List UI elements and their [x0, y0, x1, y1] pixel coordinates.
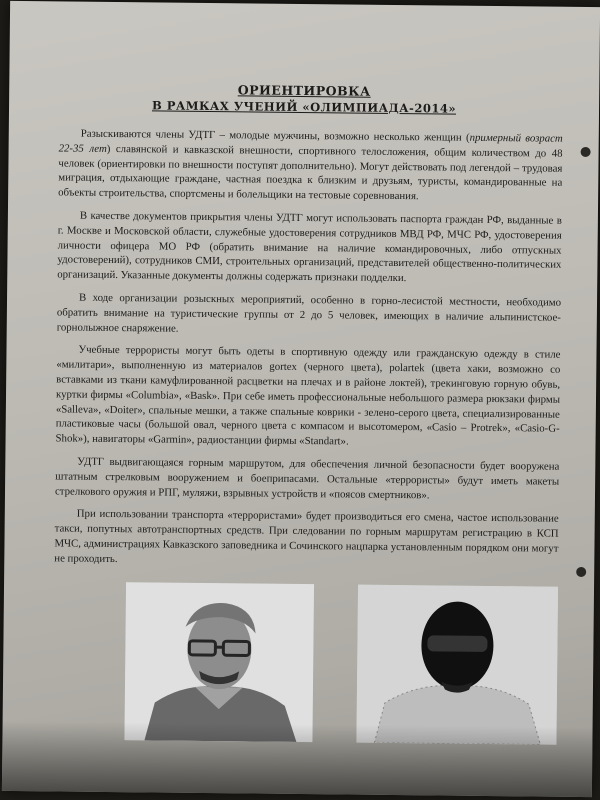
paragraph-text: При использовании транспорта «террористами» будет производиться его смена, частое использование такси, попутных автотранспортных средств. При следовании по горным маршрутам регистрацию в КСП МЧС, администрациях Кавказского заповедника и Сочинского нацпарка установленным порядком они могут не проходить. [54, 507, 559, 565]
document-title: ОРИЕНТИРОВКА [237, 82, 371, 99]
paragraph-2 [57, 208, 562, 287]
document-subtitle: В РАМКАХ УЧЕНИЙ «ОЛИМПИАДА-2014» [151, 98, 457, 116]
paragraph-1 [58, 126, 563, 205]
paragraph-text: УДТГ выдвигающаяся горным маршрутом, для обеспечения личной безопасности будет вооружена штатным стрелковым вооружением и боеприпасами. Остальные «террористы» будут иметь макеты стрелкового оружия и РПГ, муляжи, взрывных устройств и «поясов смертников». [54, 455, 560, 501]
paragraph-4 [55, 343, 560, 452]
paragraph-text: ) славянской и кавказской внешности, спортивного телосложения, общим количеством до 48 человек (ориентировки по внешности поступят дополнительно). Могут действовать под легендой – трудовая миграция, отдыхающие граждане, частная поездка к близким и друзьям, туристы, командированные на объекты строительства, спортсмены и болельщики на тестовые соревнования. [58, 142, 563, 203]
page-shadow [2, 721, 593, 797]
paragraph-text: В ходе организации розыскных мероприятий, особенно в горно-лесистой местности, необходимо обратить внимание на туристические группы от 2 до 5 человек, имеющих в наличие альпинистское-горнолыжное снаряжение. [56, 291, 562, 335]
paragraph-text: В качестве документов прикрытия члены УДТГ могут использовать паспорта граждан РФ, выданные в г. Москве и Московской области, служебные удостоверения сотрудников МВД РФ, МЧС РФ, удостоверения личности офицера МО РФ (обратить внимание на наличие командировочных, либо отпускных удостоверений), сотрудников СМИ, строительных организаций, представителей общественно-политических организаций. Указанные документы должны содержать признаки подделки. [57, 209, 562, 285]
paragraph-6 [54, 507, 559, 571]
person-photo-masked-icon [356, 585, 558, 745]
document-body [4, 126, 599, 572]
person-photo-glasses-icon [124, 582, 314, 742]
punch-hole-icon [576, 567, 586, 577]
paragraph-text: Разыскиваются члены УДТГ – молодые мужчины, возможно несколько женщин ( [80, 127, 470, 144]
paragraph-italic: примерный возраст 22-35 лет [58, 131, 563, 155]
document-sheet [2, 1, 600, 797]
paragraph-5 [55, 454, 559, 504]
punch-hole-icon [581, 147, 591, 157]
paragraph-text: Учебные террористы могут быть одеты в спортивную одежду или гражданскую одежду в стиле «милитари», выполненную из материалов gortex (черного цвета), polartek (цвета хаки, возможно со вставками из ткани камуфлированной расцветки на плечах и в районе локтей), трекинговую горную обувь, куртки фирмы «Columbia», «Bask». При себе иметь профессиональные небольшого размера рюкзаки фирмы «Salleva», «Doiter», спальные мешки, а также спальные коврики - зелено-серого цвета, специализированные пластиковые часы (большой овал, черного цвета с компасом и высотомером, «Casio – Protrek», «Casio-G-Shok»), навигаторы «Garmin», радиостанции фирмы «Standart». [55, 344, 561, 448]
paragraph-3 [57, 290, 561, 340]
